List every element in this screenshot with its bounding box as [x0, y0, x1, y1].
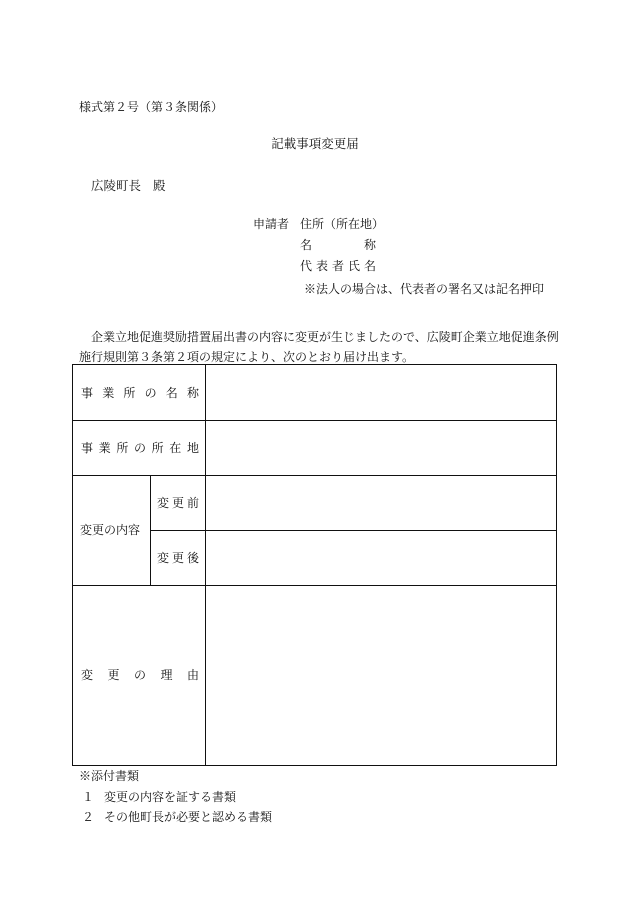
addressee-name: 広陵町長 [91, 178, 142, 193]
body-line-2: 施行規則第３条第２項の規定により、次のとおり届け出ます。 [79, 350, 415, 364]
office-location-label: 事 業 所 の 所 在 地 [81, 440, 199, 455]
body-line-1: 企業立地促進奨励措置届出書の内容に変更が生じましたので、広陵町企業立地促進条例 [91, 330, 559, 344]
applicant-address-label: 住所（所在地） [300, 217, 385, 231]
after-change-label: 変 更 後 [157, 550, 199, 565]
table-divider [150, 475, 151, 585]
before-change-label: 変 更 前 [157, 495, 199, 510]
change-reason-field[interactable] [206, 585, 556, 765]
office-name-field[interactable] [206, 365, 556, 420]
change-form-table [72, 364, 557, 766]
after-change-field[interactable] [206, 530, 556, 585]
addressee-honorific: 殿 [153, 178, 166, 193]
document-title: 記載事項変更届 [271, 136, 359, 151]
applicant-label: 申請者 [253, 217, 290, 231]
applicant-representative-label: 代 表 者 氏 名 [300, 259, 376, 273]
form-number-label: 様式第２号（第３条関係） [79, 100, 224, 114]
addressee [91, 180, 166, 193]
before-change-field[interactable] [206, 475, 556, 530]
office-name-label: 事 業 所 の 名 称 [81, 385, 199, 400]
applicant-name-label: 名 称 [300, 238, 376, 252]
change-content-label: 変更の内容 [80, 523, 141, 537]
body-paragraph [79, 327, 557, 367]
attachment-item: ２ その他町長が必要と認める書類 [82, 810, 273, 824]
change-reason-label: 変 更 の 理 由 [81, 668, 199, 682]
attachment-item: １ 変更の内容を証する書類 [82, 790, 237, 804]
office-location-field[interactable] [206, 420, 556, 475]
attachments-title: ※添付書類 [79, 769, 140, 783]
applicant-note: ※法人の場合は、代表者の署名又は記名押印 [304, 282, 545, 296]
